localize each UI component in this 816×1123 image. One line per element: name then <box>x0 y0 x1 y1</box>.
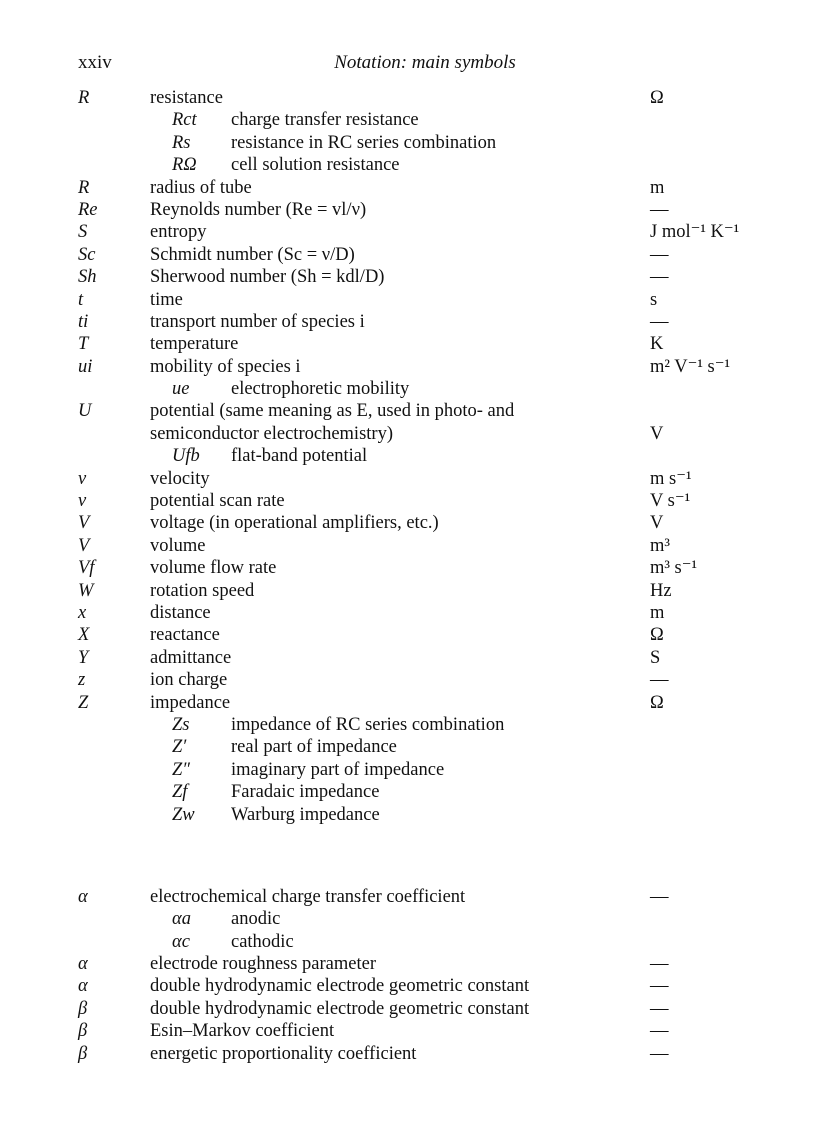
symbol: v <box>78 468 87 489</box>
unit: m <box>650 177 665 198</box>
sub-entry-row <box>0 781 816 803</box>
description: admittance <box>150 647 232 668</box>
symbol: Zs <box>172 714 190 735</box>
entry-row <box>0 1020 816 1042</box>
symbol: S <box>78 222 88 243</box>
entry-row <box>0 490 816 512</box>
entry-row <box>0 468 816 490</box>
symbol: Z″ <box>172 759 190 780</box>
symbol: α <box>78 954 88 975</box>
sub-entry-row <box>0 759 816 781</box>
unit: J mol⁻¹ K⁻¹ <box>650 222 740 243</box>
entry-row <box>0 998 816 1020</box>
unit: V <box>650 513 664 534</box>
unit: m³ <box>650 535 670 556</box>
symbol: x <box>78 602 87 623</box>
description: electrophoretic mobility <box>231 379 410 400</box>
description: Faradaic impedance <box>231 782 380 803</box>
description: Warburg impedance <box>231 804 380 825</box>
entry-row <box>0 356 816 378</box>
unit: — <box>650 199 669 220</box>
sub-entry-row <box>0 445 816 467</box>
description: ion charge <box>150 670 228 691</box>
symbol: Zw <box>172 804 195 825</box>
unit: m s⁻¹ <box>650 468 692 489</box>
symbol: Ufb <box>172 446 200 467</box>
symbol: Zf <box>172 782 188 803</box>
unit: — <box>650 1021 669 1042</box>
description: Schmidt number (Sc = ν/D) <box>150 244 355 265</box>
symbol: ui <box>78 356 93 377</box>
description: volume flow rate <box>150 558 277 579</box>
description: semiconductor electrochemistry) <box>150 423 393 444</box>
entry-row <box>0 221 816 243</box>
description: cell solution resistance <box>231 155 400 176</box>
notation-list <box>0 87 816 1065</box>
entry-row <box>0 87 816 109</box>
unit: Ω <box>650 88 664 108</box>
symbol: T <box>78 334 89 355</box>
page-number: xxiv <box>78 52 112 73</box>
symbol: z <box>78 670 86 691</box>
symbol: W <box>78 580 94 601</box>
sub-entry-row <box>0 804 816 826</box>
unit: m² V⁻¹ s⁻¹ <box>650 356 731 377</box>
unit: — <box>650 244 669 265</box>
symbol: β <box>78 1021 88 1042</box>
description: rotation speed <box>150 580 255 601</box>
unit: — <box>650 311 669 332</box>
sub-entry-row <box>0 736 816 758</box>
description: Reynolds number (Re = vl/ν) <box>150 199 367 220</box>
entry-row <box>0 199 816 221</box>
entry-row <box>0 311 816 333</box>
description: energetic proportionality coefficient <box>150 1043 417 1064</box>
unit: S <box>650 647 661 668</box>
unit: V <box>650 423 664 444</box>
sub-entry-row <box>0 154 816 176</box>
description: transport number of species i <box>150 311 365 332</box>
description: voltage (in operational amplifiers, etc.) <box>150 513 439 534</box>
unit: — <box>650 976 669 997</box>
description: anodic <box>231 909 281 930</box>
entry-row <box>0 647 816 669</box>
symbol: ti <box>78 311 89 332</box>
sub-entry-row <box>0 109 816 131</box>
entry-row <box>0 423 816 445</box>
description: velocity <box>150 468 210 489</box>
symbol: Rs <box>172 132 191 153</box>
symbol: α <box>78 886 88 907</box>
description: reactance <box>150 625 220 646</box>
description: resistance in RC series combination <box>231 132 497 153</box>
symbol: Sh <box>78 267 97 288</box>
entry-row <box>0 557 816 579</box>
description: potential scan rate <box>150 491 285 512</box>
running-head: Notation: main symbols <box>334 52 516 73</box>
entry-row <box>0 580 816 602</box>
entry-row <box>0 1043 816 1065</box>
entry-row <box>0 400 816 422</box>
sub-entry-row <box>0 714 816 736</box>
unit: K <box>650 334 664 355</box>
entry-row <box>0 602 816 624</box>
unit: m <box>650 602 665 623</box>
symbol: Re <box>78 199 98 220</box>
unit: Ω <box>650 625 664 646</box>
description: temperature <box>150 334 239 355</box>
description: charge transfer resistance <box>231 110 419 131</box>
description: real part of impedance <box>231 737 397 758</box>
unit: Hz <box>650 580 672 601</box>
unit: V s⁻¹ <box>650 491 691 512</box>
description: double hydrodynamic electrode geometric constant <box>150 998 530 1019</box>
symbol: Y <box>78 647 89 668</box>
description: impedance <box>150 692 231 713</box>
unit: — <box>650 670 669 691</box>
symbol: αc <box>172 931 190 952</box>
description: impedance of RC series combination <box>231 714 505 735</box>
description: double hydrodynamic electrode geometric constant <box>150 976 530 997</box>
unit: Ω <box>650 692 664 713</box>
symbol: ue <box>172 379 190 400</box>
symbol: β <box>78 998 88 1019</box>
section-gap <box>0 826 816 886</box>
description: resistance <box>150 88 223 108</box>
entry-row <box>0 177 816 199</box>
entry-row <box>0 289 816 311</box>
symbol: X <box>78 625 90 646</box>
symbol: Sc <box>78 244 96 265</box>
description: potential (same meaning as E, used in photo- and <box>150 401 515 422</box>
sub-entry-row <box>0 132 816 154</box>
symbol: V <box>78 535 90 556</box>
symbol: Z <box>78 692 89 713</box>
entry-row <box>0 535 816 557</box>
description: flat-band potential <box>231 446 368 467</box>
symbol: Z′ <box>172 737 187 758</box>
entry-row <box>0 244 816 266</box>
symbol: α <box>78 976 88 997</box>
symbol: R <box>78 88 90 108</box>
description: cathodic <box>231 931 294 952</box>
sub-entry-row <box>0 931 816 953</box>
unit: — <box>650 998 669 1019</box>
unit: — <box>650 267 669 288</box>
description: radius of tube <box>150 177 252 198</box>
description: Sherwood number (Sh = kdl/D) <box>150 267 385 288</box>
description: Esin–Markov coefficient <box>150 1021 335 1042</box>
entry-row <box>0 975 816 997</box>
entry-row <box>0 624 816 646</box>
unit: — <box>650 886 669 907</box>
unit: s <box>650 289 658 310</box>
symbol: Vf <box>78 558 95 579</box>
symbol: v <box>78 491 87 512</box>
entry-row <box>0 266 816 288</box>
description: distance <box>150 602 211 623</box>
description: mobility of species i <box>150 356 301 377</box>
symbol: t <box>78 289 84 310</box>
description: imaginary part of impedance <box>231 759 445 780</box>
unit: — <box>650 1043 669 1064</box>
entry-row <box>0 953 816 975</box>
description: entropy <box>150 222 207 243</box>
symbol: R <box>78 177 90 198</box>
unit: — <box>650 954 669 975</box>
symbol: β <box>78 1043 88 1064</box>
symbol: αa <box>172 909 191 930</box>
entry-row <box>0 886 816 908</box>
entry-row <box>0 669 816 691</box>
entry-row <box>0 333 816 355</box>
description: electrochemical charge transfer coefficient <box>150 886 466 907</box>
symbol: RΩ <box>172 155 197 176</box>
sub-entry-row <box>0 908 816 930</box>
unit: m³ s⁻¹ <box>650 558 698 579</box>
entry-row <box>0 512 816 534</box>
sub-entry-row <box>0 378 816 400</box>
symbol: U <box>78 401 92 422</box>
description: time <box>150 289 183 310</box>
description: volume <box>150 535 206 556</box>
symbol: V <box>78 513 90 534</box>
symbol: Rct <box>172 110 197 131</box>
description: electrode roughness parameter <box>150 954 377 975</box>
entry-row <box>0 692 816 714</box>
